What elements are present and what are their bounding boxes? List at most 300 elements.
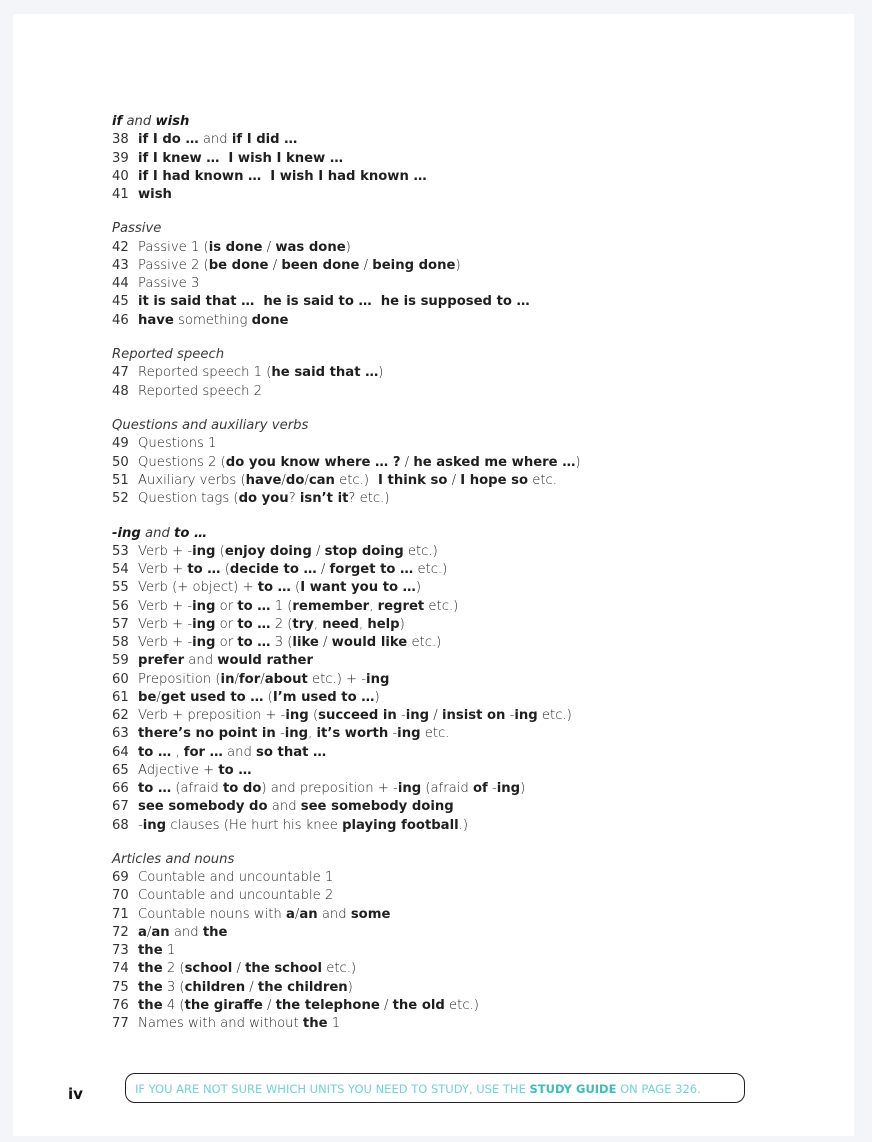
- bold-phrase: regret: [377, 598, 425, 614]
- unit-number: 45: [112, 294, 129, 310]
- unit-entry[interactable]: [112, 906, 812, 924]
- section-heading: [112, 346, 812, 364]
- bold-phrase: I wish I had known …: [270, 168, 427, 184]
- unit-entry[interactable]: [112, 1015, 812, 1033]
- text-fragment: Verb (+ object) +: [138, 580, 258, 596]
- unit-number: 64: [112, 744, 129, 760]
- bold-phrase: I want you to …: [300, 580, 416, 596]
- unit-title: [138, 294, 530, 309]
- text-fragment: Articles and nouns: [112, 851, 235, 867]
- text-fragment: etc.: [528, 472, 557, 488]
- contents-list: [112, 113, 812, 1050]
- unit-entry[interactable]: [112, 960, 812, 978]
- bold-phrase: if I had known …: [138, 168, 262, 184]
- text-fragment: ): [455, 257, 461, 273]
- bold-phrase: get used to …: [160, 689, 264, 705]
- unit-entry[interactable]: [112, 997, 812, 1015]
- bold-phrase: the: [202, 924, 228, 940]
- unit-entry[interactable]: [112, 257, 812, 275]
- bold-phrase: do you: [238, 491, 289, 507]
- text-fragment: etc.): [403, 543, 438, 559]
- unit-title: [138, 980, 353, 995]
- bold-phrase: the old: [392, 997, 445, 1013]
- text-fragment: ,: [313, 616, 323, 632]
- unit-title: [138, 617, 405, 632]
- unit-number: 51: [112, 472, 129, 488]
- contents-section: [112, 113, 812, 204]
- bold-phrase: to …: [237, 635, 271, 650]
- bold-phrase: ing: [284, 726, 309, 742]
- bold-phrase: I hope so: [460, 472, 529, 488]
- text-fragment: etc.): [334, 472, 370, 488]
- bold-phrase: forget to …: [329, 562, 414, 577]
- text-fragment: /: [316, 562, 330, 577]
- unit-number: 68: [112, 817, 129, 833]
- unit-number: 44: [112, 276, 129, 292]
- bold-phrase: would rather: [217, 653, 314, 669]
- bold-phrase: ing: [142, 817, 167, 833]
- unit-title: [138, 870, 333, 885]
- unit-title: [138, 132, 297, 147]
- bold-phrase: see somebody do: [138, 799, 268, 815]
- unit-number: 41: [112, 187, 129, 202]
- text-fragment: 2 (: [162, 961, 185, 977]
- bold-phrase: insist on: [441, 708, 506, 723]
- unit-number: 50: [112, 454, 129, 470]
- bold-phrase: to …: [218, 762, 252, 778]
- text-fragment: ): [378, 365, 384, 381]
- bold-phrase: enjoy doing: [224, 543, 312, 559]
- unit-title: [138, 240, 351, 255]
- unit-entry[interactable]: [112, 725, 812, 743]
- unit-title: [138, 562, 447, 577]
- text-fragment: etc.): [322, 961, 357, 977]
- bold-phrase: if I knew …: [138, 150, 220, 166]
- bold-phrase: ing: [397, 781, 422, 796]
- text-fragment: and: [267, 799, 301, 815]
- unit-title: [138, 907, 390, 922]
- bold-phrase: if I did …: [231, 132, 298, 148]
- text-fragment: /: [447, 472, 461, 488]
- text-fragment: /: [429, 708, 442, 723]
- text-fragment: -: [487, 781, 497, 796]
- unit-entry[interactable]: [112, 131, 812, 149]
- bold-phrase: to …: [174, 525, 208, 541]
- text-fragment: Verb + -: [138, 598, 193, 614]
- text-fragment: /: [359, 257, 373, 273]
- text-fragment: Countable and uncountable 1: [138, 870, 334, 886]
- unit-entry[interactable]: [112, 239, 812, 257]
- bold-phrase: to …: [187, 562, 221, 577]
- text-fragment: /: [262, 239, 276, 255]
- unit-number: 39: [112, 150, 129, 166]
- unit-number: 59: [112, 653, 129, 669]
- text-fragment: /: [294, 906, 300, 922]
- bold-phrase: to …: [138, 781, 172, 796]
- text-fragment: ,: [369, 598, 378, 614]
- unit-number: 47: [112, 365, 129, 381]
- unit-title: [138, 961, 356, 976]
- contents-section: [112, 851, 812, 1034]
- bold-phrase: been done: [281, 257, 360, 273]
- bold-phrase: in: [220, 671, 235, 687]
- bold-phrase: the: [138, 943, 163, 959]
- unit-entry[interactable]: [112, 312, 812, 330]
- unit-title: [138, 925, 228, 940]
- unit-title: [138, 151, 343, 166]
- unit-entry[interactable]: [112, 887, 812, 905]
- banner-text-prefix: IF YOU ARE NOT SURE WHICH UNITS YOU NEED TO STUDY, USE THE: [135, 1082, 530, 1096]
- text-fragment: /: [156, 689, 161, 705]
- unit-entry[interactable]: [112, 364, 812, 382]
- bold-phrase: he said that …: [271, 365, 379, 381]
- bold-phrase: ing: [192, 616, 216, 632]
- unit-number: 63: [112, 726, 129, 742]
- unit-title: [138, 726, 449, 741]
- unit-number: 75: [112, 979, 129, 995]
- text-fragment: etc.): [413, 562, 448, 577]
- text-fragment: -: [138, 817, 143, 833]
- text-fragment: ): [347, 979, 353, 995]
- bold-phrase: ing: [285, 708, 309, 723]
- bold-phrase: the: [138, 997, 163, 1013]
- bold-phrase: do you know where … ?: [225, 454, 401, 470]
- bold-phrase: like: [292, 635, 319, 650]
- text-fragment: and: [198, 132, 232, 148]
- bold-phrase: ing: [405, 708, 430, 723]
- unit-number: 76: [112, 997, 129, 1013]
- bold-phrase: the: [138, 979, 163, 995]
- text-fragment: and: [222, 744, 257, 760]
- text-fragment: Countable nouns with: [138, 906, 286, 922]
- unit-entry[interactable]: [112, 979, 812, 997]
- bold-phrase: ing: [192, 543, 216, 559]
- unit-entry[interactable]: [112, 762, 812, 780]
- unit-number: 57: [112, 616, 129, 632]
- text-fragment: something: [173, 312, 252, 328]
- text-fragment: /: [146, 924, 152, 940]
- bold-phrase: the: [302, 1016, 328, 1032]
- contents-section: [112, 346, 812, 401]
- unit-title: [138, 1016, 340, 1031]
- unit-entry[interactable]: [112, 472, 812, 490]
- bold-phrase: succeed in: [318, 708, 397, 723]
- text-fragment: etc.): [444, 997, 479, 1013]
- unit-entry[interactable]: [112, 579, 812, 597]
- text-fragment: 3 (: [162, 979, 185, 995]
- bold-phrase: playing football: [342, 817, 459, 833]
- bold-phrase: have: [138, 312, 174, 328]
- unit-entry[interactable]: [112, 598, 812, 616]
- text-fragment: ): [399, 616, 405, 632]
- bold-phrase: the children: [257, 979, 348, 995]
- section-heading: [112, 113, 812, 131]
- unit-number: 46: [112, 312, 129, 328]
- bold-phrase: for: [238, 671, 261, 687]
- unit-entry[interactable]: [112, 707, 812, 725]
- bold-phrase: ing: [397, 726, 421, 742]
- unit-title: [138, 672, 389, 687]
- text-fragment: Passive 3: [138, 276, 200, 292]
- text-fragment: Verb + -: [138, 616, 193, 632]
- text-fragment: and: [140, 525, 175, 541]
- bold-phrase: an: [299, 906, 318, 922]
- text-fragment: (afraid: [421, 781, 473, 796]
- section-heading: [112, 525, 812, 543]
- unit-title: [138, 384, 262, 399]
- bold-phrase: of: [472, 781, 488, 796]
- text-fragment: ,: [308, 726, 317, 742]
- unit-number: 61: [112, 689, 129, 705]
- text-fragment: /: [260, 671, 265, 687]
- unit-title: [138, 998, 479, 1013]
- bold-phrase: there’s no point in: [138, 726, 276, 742]
- unit-number: 71: [112, 906, 129, 922]
- unit-entry[interactable]: [112, 616, 812, 634]
- unit-title: [138, 763, 252, 778]
- text-fragment: -: [388, 726, 398, 742]
- unit-entry[interactable]: [112, 435, 812, 453]
- bold-phrase: ing: [192, 598, 216, 614]
- unit-number: 55: [112, 580, 129, 596]
- bold-phrase: was done: [275, 239, 346, 255]
- bold-phrase: be: [138, 689, 157, 705]
- bold-phrase: I think so: [378, 472, 448, 488]
- text-fragment: Reported speech: [112, 347, 225, 363]
- bold-phrase: it’s worth: [316, 726, 389, 742]
- unit-entry[interactable]: [112, 275, 812, 293]
- unit-number: 40: [112, 168, 129, 184]
- bold-phrase: he is supposed to …: [380, 294, 530, 310]
- bold-phrase: children: [184, 979, 246, 995]
- unit-title: [138, 599, 458, 614]
- text-fragment: Questions and auxiliary verbs: [112, 418, 309, 434]
- unit-title: [138, 365, 383, 380]
- bold-phrase: try: [292, 616, 314, 632]
- unit-entry[interactable]: [112, 817, 812, 835]
- bold-phrase: can: [308, 472, 335, 488]
- text-fragment: ): [345, 239, 351, 255]
- text-fragment: etc.): [407, 635, 442, 650]
- text-fragment: etc.: [420, 726, 450, 742]
- bold-phrase: an: [151, 924, 170, 940]
- text-fragment: /: [262, 997, 276, 1013]
- bold-phrase: stop doing: [324, 543, 404, 559]
- unit-number: 54: [112, 562, 129, 577]
- text-fragment: /: [268, 257, 282, 273]
- text-fragment: /: [245, 979, 258, 995]
- contents-section: [112, 525, 812, 835]
- text-fragment: /: [400, 454, 414, 470]
- unit-number: 66: [112, 781, 129, 796]
- unit-entry[interactable]: [112, 798, 812, 816]
- unit-title: [138, 635, 441, 650]
- unit-entry[interactable]: [112, 942, 812, 960]
- unit-entry[interactable]: [112, 168, 812, 186]
- bold-phrase: he asked me where …: [413, 454, 576, 470]
- unit-title: [138, 276, 199, 291]
- unit-number: 60: [112, 671, 129, 687]
- bold-phrase: to …: [138, 744, 172, 760]
- unit-number: 43: [112, 257, 129, 273]
- bold-phrase: it is said that …: [138, 294, 255, 310]
- bold-phrase: so that …: [256, 744, 327, 760]
- study-guide-banner: [125, 1073, 745, 1103]
- bold-phrase: need: [322, 616, 359, 632]
- unit-title: [138, 799, 454, 814]
- unit-title: [138, 187, 172, 202]
- unit-title: [138, 781, 525, 796]
- bold-phrase: the telephone: [275, 997, 380, 1013]
- unit-title: [138, 708, 572, 723]
- page-number: iv: [68, 1085, 83, 1103]
- text-fragment: 1: [327, 1016, 341, 1032]
- bold-phrase: help: [367, 616, 400, 632]
- text-fragment: (: [220, 562, 230, 577]
- unit-number: 52: [112, 491, 129, 507]
- text-fragment: ): [415, 580, 422, 596]
- text-fragment: Reported speech 2: [138, 383, 263, 399]
- text-fragment: Passive: [112, 221, 162, 237]
- unit-number: 74: [112, 961, 129, 977]
- bold-phrase: if: [112, 114, 123, 129]
- unit-entry[interactable]: [112, 543, 812, 561]
- text-fragment: 2 (: [270, 616, 293, 632]
- text-fragment: ,: [171, 744, 184, 760]
- unit-title: [138, 491, 389, 506]
- text-fragment: clauses (He hurt his knee: [166, 817, 343, 833]
- bold-phrase: the school: [245, 961, 323, 977]
- text-fragment: /: [281, 472, 286, 488]
- bold-phrase: see somebody doing: [300, 799, 454, 815]
- unit-entry[interactable]: [112, 150, 812, 168]
- text-fragment: ,: [358, 616, 368, 632]
- unit-number: 48: [112, 383, 129, 399]
- banner-text-suffix: ON PAGE 326.: [616, 1082, 701, 1096]
- bold-phrase: done: [251, 312, 289, 328]
- unit-title: [138, 455, 581, 470]
- unit-entry[interactable]: [112, 293, 812, 311]
- unit-title: [138, 436, 216, 451]
- bold-phrase: remember: [292, 598, 370, 614]
- unit-title: [138, 818, 468, 833]
- study-guide-link[interactable]: STUDY GUIDE: [529, 1082, 617, 1096]
- unit-title: [138, 544, 438, 559]
- bold-phrase: he is said to …: [263, 294, 372, 310]
- unit-number: 62: [112, 708, 129, 723]
- text-fragment: or: [215, 635, 238, 650]
- bold-phrase: wish: [155, 114, 190, 129]
- unit-entry[interactable]: [112, 490, 812, 508]
- bold-phrase: ing: [496, 781, 521, 796]
- unit-entry[interactable]: [112, 671, 812, 689]
- unit-title: [138, 473, 557, 488]
- text-fragment: Question tags (: [138, 491, 239, 507]
- unit-number: 58: [112, 635, 129, 650]
- bold-phrase: isn’t it: [299, 491, 349, 507]
- unit-number: 70: [112, 888, 129, 904]
- unit-title: [138, 653, 313, 668]
- bold-phrase: wish: [138, 187, 172, 202]
- bold-phrase: a: [285, 906, 295, 922]
- unit-number: 65: [112, 762, 129, 778]
- bold-phrase: being done: [372, 257, 456, 273]
- unit-entry[interactable]: [112, 383, 812, 401]
- text-fragment: /: [232, 961, 246, 977]
- text-fragment: 4 (: [162, 997, 185, 1013]
- unit-entry[interactable]: [112, 652, 812, 670]
- unit-entry[interactable]: [112, 186, 812, 204]
- unit-title: [138, 745, 326, 760]
- text-fragment: or: [215, 616, 238, 632]
- unit-number: 38: [112, 132, 129, 148]
- text-fragment: etc.) + -: [307, 671, 367, 687]
- text-fragment: Passive 1 (: [138, 239, 209, 255]
- section-heading: [112, 220, 812, 238]
- text-fragment: -: [275, 726, 285, 742]
- bold-phrase: for …: [183, 744, 223, 760]
- unit-number: 42: [112, 239, 129, 255]
- unit-entry[interactable]: [112, 561, 812, 579]
- text-fragment: (: [263, 689, 273, 705]
- bold-phrase: have: [245, 472, 282, 488]
- contents-section: [112, 220, 812, 330]
- bold-phrase: would like: [331, 635, 408, 650]
- section-heading: [112, 851, 812, 869]
- text-fragment: -: [396, 708, 406, 723]
- unit-title: [138, 690, 380, 705]
- unit-entry[interactable]: [112, 744, 812, 762]
- text-fragment: (: [215, 543, 225, 559]
- unit-entry[interactable]: [112, 924, 812, 942]
- unit-entry[interactable]: [112, 780, 812, 798]
- bold-phrase: the: [138, 961, 163, 977]
- text-fragment: ): [374, 689, 380, 705]
- unit-title: [138, 258, 461, 273]
- text-fragment: etc.): [424, 598, 459, 614]
- text-fragment: Questions 1: [138, 436, 217, 452]
- unit-entry[interactable]: [112, 454, 812, 472]
- bold-phrase: -ing: [112, 525, 141, 541]
- text-fragment: Auxiliary verbs (: [138, 472, 246, 488]
- text-fragment: Passive 2 (: [138, 257, 209, 273]
- text-fragment: ?: [288, 491, 300, 507]
- bold-phrase: some: [350, 906, 391, 922]
- unit-entry[interactable]: [112, 634, 812, 652]
- unit-entry[interactable]: [112, 689, 812, 707]
- unit-number: 56: [112, 598, 129, 614]
- bold-phrase: decide to …: [229, 562, 317, 577]
- bold-phrase: about: [264, 671, 308, 687]
- text-fragment: ): [575, 454, 581, 470]
- text-fragment: 1: [162, 943, 176, 959]
- unit-title: [138, 888, 333, 903]
- bold-phrase: ing: [366, 671, 390, 687]
- text-fragment: Questions 2 (: [138, 454, 226, 470]
- unit-number: 69: [112, 870, 129, 886]
- bold-phrase: ing: [514, 708, 538, 723]
- bold-phrase: ing: [192, 635, 216, 650]
- unit-entry[interactable]: [112, 869, 812, 887]
- text-fragment: (: [308, 708, 319, 723]
- contents-section: [112, 417, 812, 508]
- text-fragment: Reported speech 1 (: [138, 365, 272, 381]
- text-fragment: Verb + -: [138, 635, 193, 650]
- bold-phrase: I wish I knew …: [228, 150, 344, 166]
- bold-phrase: be done: [208, 257, 269, 273]
- unit-title: [138, 169, 427, 184]
- text-fragment: ? etc.): [348, 491, 390, 507]
